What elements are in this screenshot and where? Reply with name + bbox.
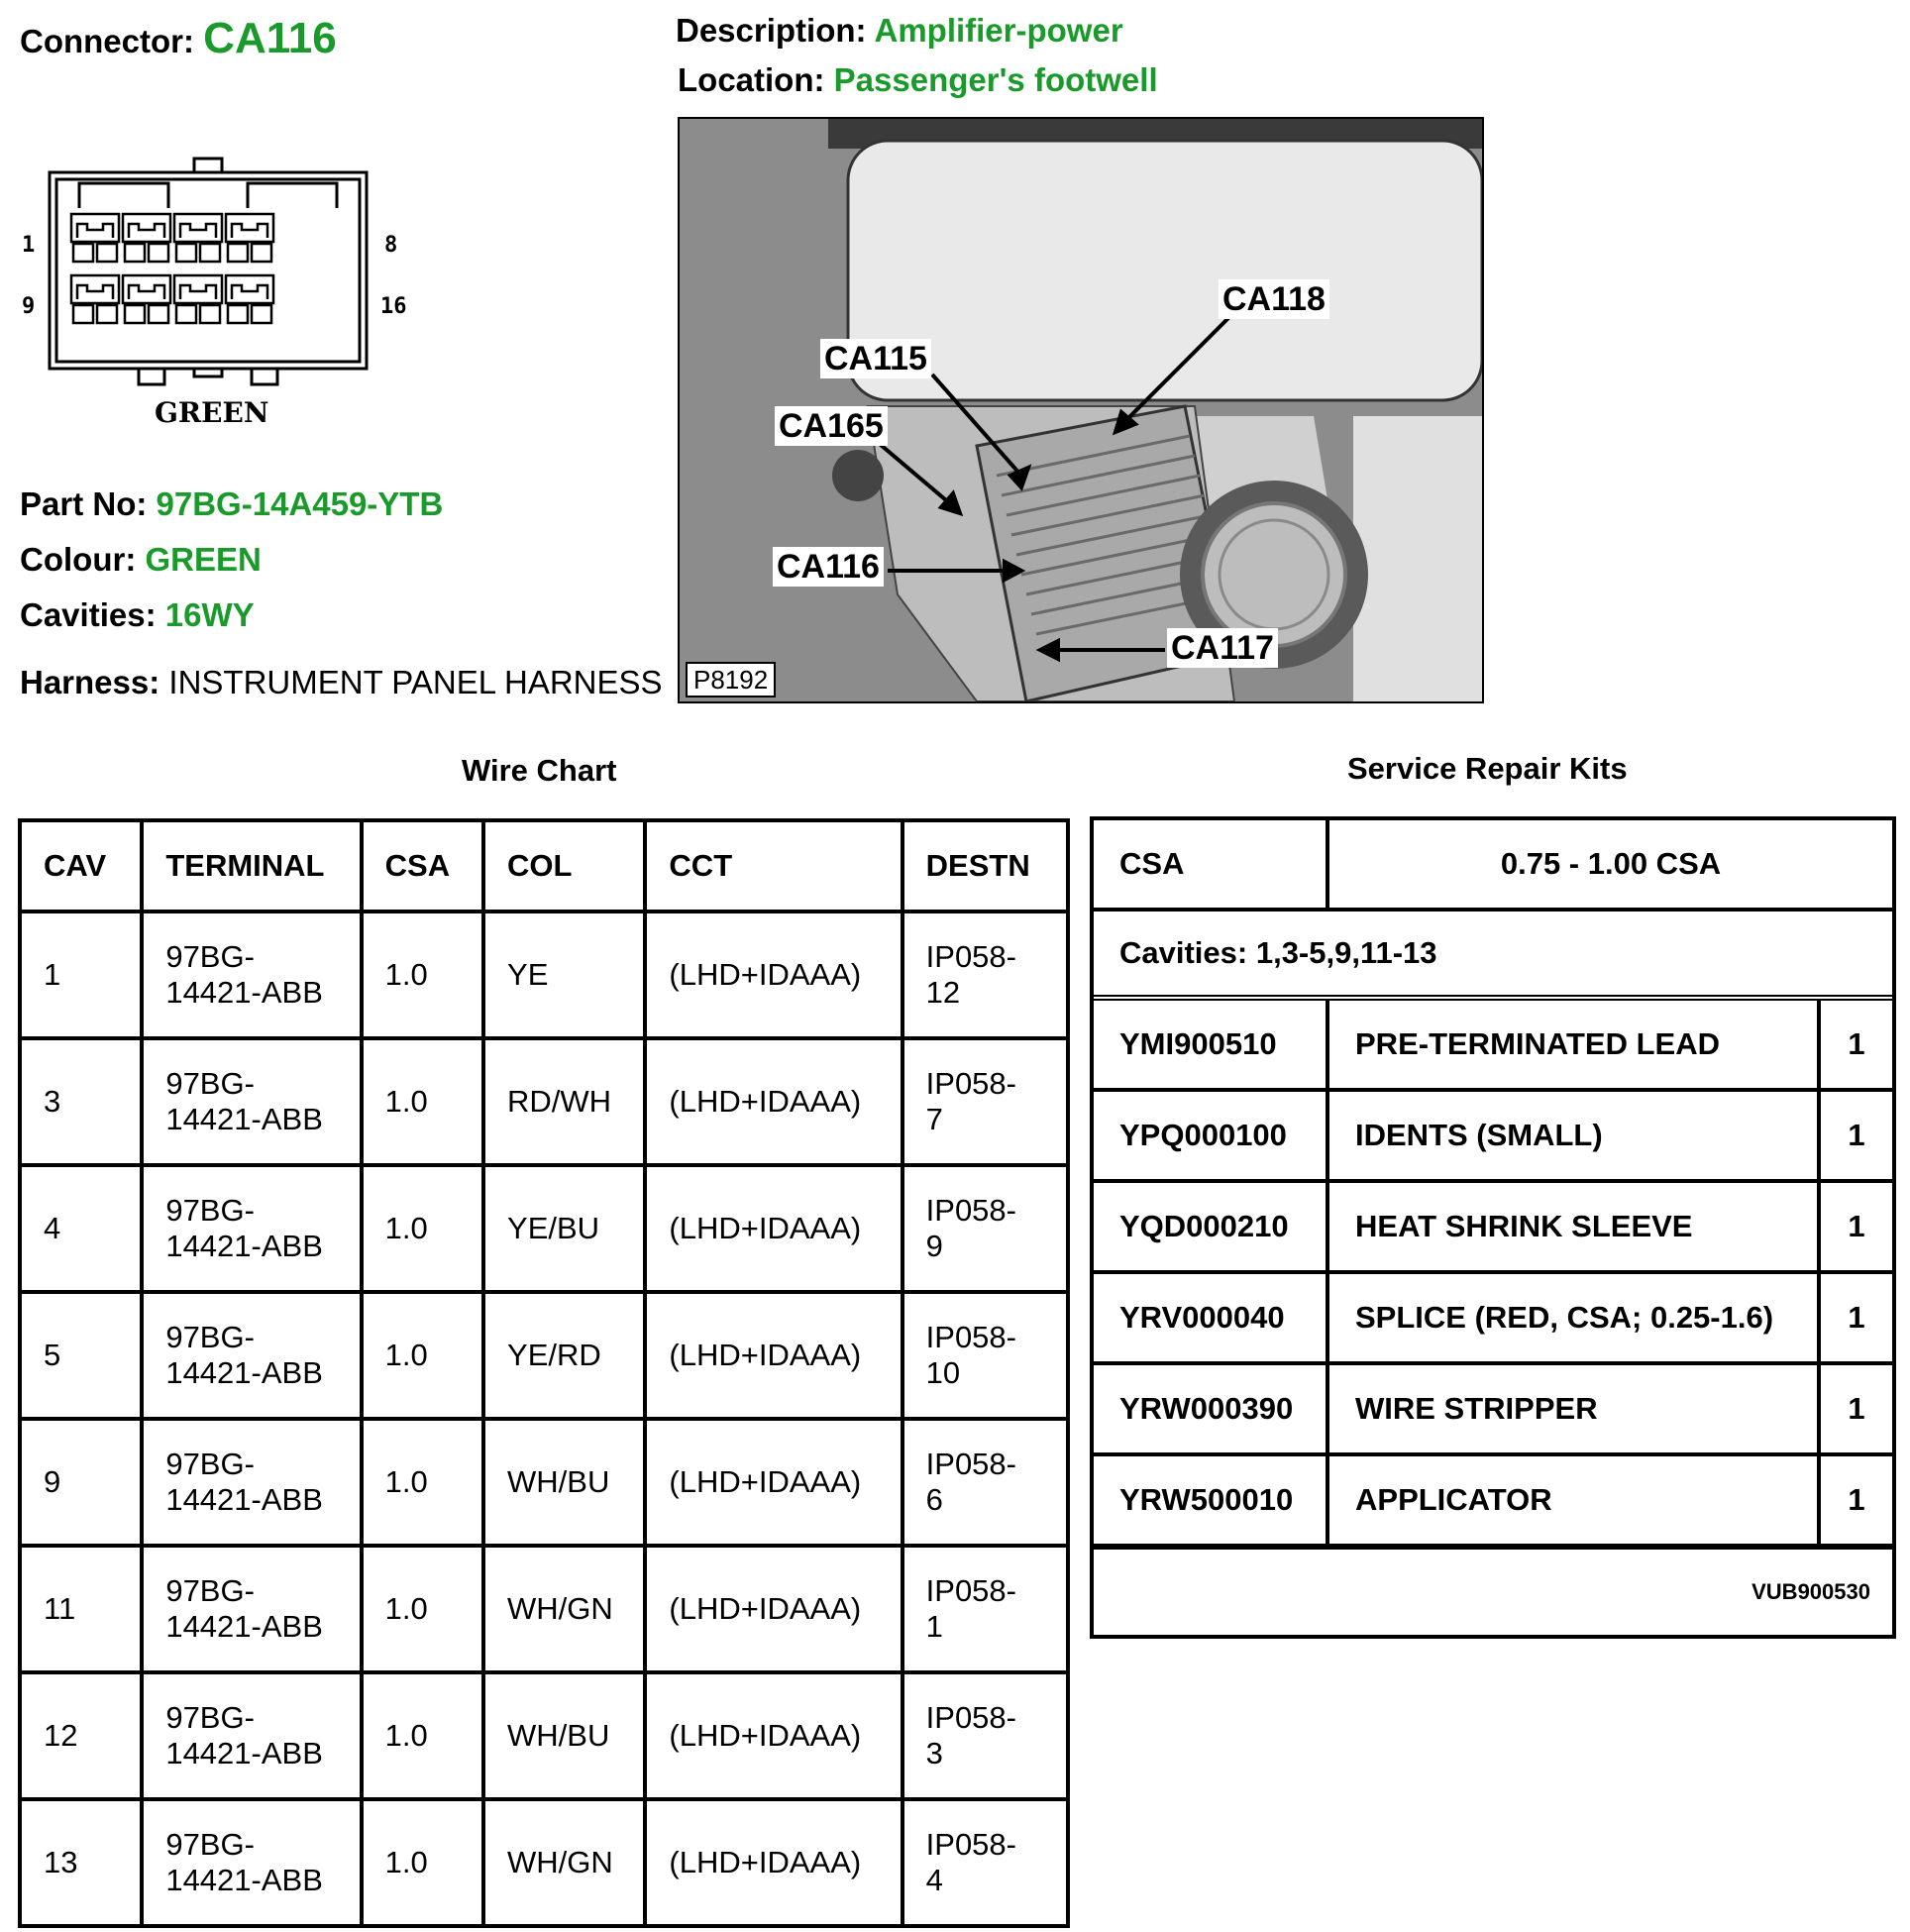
repair-kits-table: [1090, 816, 1896, 1639]
location-line: [678, 61, 1158, 99]
cavity-cell: [71, 275, 119, 323]
connector-value: CA116: [203, 14, 337, 62]
cavity-cell: [226, 275, 273, 323]
kit-cavities-row: [1094, 912, 1892, 1001]
cell-cct: (LHD+IDAAA): [645, 1546, 902, 1672]
cavities-line: [20, 596, 255, 634]
callout-ca165: CA165: [775, 406, 888, 446]
col-header-cct: CCT: [645, 820, 902, 912]
harness-value: INSTRUMENT PANEL HARNESS: [168, 664, 663, 700]
cavities-label: Cavities:: [20, 596, 157, 633]
harness-line: [20, 664, 663, 701]
connector-colour-caption: GREEN: [155, 396, 269, 429]
connector-face-diagram: [20, 149, 436, 446]
cavity-cell: [226, 214, 273, 262]
location-label: Location:: [678, 61, 825, 98]
cell-destn: IP058- 3: [902, 1672, 1068, 1799]
cell-terminal: 97BG- 14421-ABB: [142, 1799, 361, 1926]
cell-destn: IP058- 9: [902, 1165, 1068, 1292]
part-no-label: Part No:: [20, 485, 148, 522]
col-header-destn: DESTN: [902, 820, 1068, 912]
cell-cav: 1: [20, 912, 142, 1038]
kit-item-code: YRW000390: [1094, 1365, 1329, 1452]
cell-terminal: 97BG- 14421-ABB: [142, 912, 361, 1038]
description-value: Amplifier-power: [874, 12, 1123, 49]
kit-item-row: [1094, 1092, 1892, 1183]
pin-label-8: 8: [384, 233, 398, 258]
cell-destn: IP058- 7: [902, 1038, 1068, 1165]
location-photo: [678, 117, 1484, 703]
kit-code-row: [1094, 1548, 1892, 1635]
kit-item-row: [1094, 1365, 1892, 1456]
kit-item-code: YRV000040: [1094, 1274, 1329, 1361]
wire-row: [20, 1546, 1068, 1672]
wire-row: [20, 1292, 1068, 1419]
cell-cct: (LHD+IDAAA): [645, 1419, 902, 1546]
cell-col: YE/BU: [483, 1165, 645, 1292]
location-value: Passenger's footwell: [833, 61, 1158, 98]
cell-destn: IP058- 4: [902, 1799, 1068, 1926]
callout-ca118: CA118: [1219, 279, 1329, 319]
kit-item-code: YRW500010: [1094, 1456, 1329, 1544]
cell-csa: 1.0: [362, 1546, 483, 1672]
kit-item-name: SPLICE (RED, CSA; 0.25-1.6): [1329, 1274, 1821, 1361]
cell-cct: (LHD+IDAAA): [645, 1165, 902, 1292]
colour-line: [20, 541, 262, 579]
cell-terminal: 97BG- 14421-ABB: [142, 1038, 361, 1165]
cell-terminal: 97BG- 14421-ABB: [142, 1419, 361, 1546]
wire-row: [20, 912, 1068, 1038]
cell-csa: 1.0: [362, 1799, 483, 1926]
wire-row: [20, 1799, 1068, 1926]
wire-row: [20, 1038, 1068, 1165]
colour-label: Colour:: [20, 541, 137, 578]
pin-label-1: 1: [22, 233, 36, 258]
wire-chart-table: [18, 818, 1070, 1928]
col-header-csa: CSA: [362, 820, 483, 912]
kit-item-code: YPQ000100: [1094, 1092, 1329, 1179]
kit-csa-value: 0.75 - 1.00 CSA: [1500, 846, 1722, 881]
photo-id: P8192: [686, 662, 776, 698]
cell-col: WH/BU: [483, 1672, 645, 1799]
cell-cav: 12: [20, 1672, 142, 1799]
cell-cav: 9: [20, 1419, 142, 1546]
cell-cct: (LHD+IDAAA): [645, 912, 902, 1038]
kit-item-name: IDENTS (SMALL): [1329, 1092, 1821, 1179]
cell-destn: IP058- 12: [902, 912, 1068, 1038]
kit-item-code: YMI900510: [1094, 1001, 1329, 1088]
kit-item-qty: 1: [1848, 1209, 1865, 1243]
kit-item-qty: 1: [1848, 1026, 1865, 1061]
kit-code: VUB900530: [1751, 1579, 1870, 1604]
kit-item-row: [1094, 1183, 1892, 1274]
callout-ca116: CA116: [773, 547, 884, 587]
cell-cct: (LHD+IDAAA): [645, 1292, 902, 1419]
kit-item-row: [1094, 1456, 1892, 1548]
kit-item-name: PRE-TERMINATED LEAD: [1329, 1001, 1821, 1088]
cell-terminal: 97BG- 14421-ABB: [142, 1546, 361, 1672]
cell-col: WH/BU: [483, 1419, 645, 1546]
col-header-cav: CAV: [20, 820, 142, 912]
cell-csa: 1.0: [362, 912, 483, 1038]
cell-destn: IP058- 6: [902, 1419, 1068, 1546]
harness-label: Harness:: [20, 664, 160, 700]
kit-cavities-text: Cavities: 1,3-5,9,11-13: [1119, 935, 1437, 970]
cavity-cell: [123, 214, 170, 262]
cavity-cell: [71, 214, 119, 262]
part-no-line: [20, 485, 443, 523]
kit-item-name: HEAT SHRINK SLEEVE: [1329, 1183, 1821, 1270]
cell-destn: IP058- 1: [902, 1546, 1068, 1672]
kit-csa-row: [1094, 820, 1892, 912]
pin-label-9: 9: [22, 294, 36, 319]
kit-item-qty: 1: [1848, 1300, 1865, 1335]
cell-cct: (LHD+IDAAA): [645, 1799, 902, 1926]
cell-terminal: 97BG- 14421-ABB: [142, 1165, 361, 1292]
kit-item-qty: 1: [1848, 1391, 1865, 1426]
cavity-cell: [123, 275, 170, 323]
kit-item-code: YQD000210: [1094, 1183, 1329, 1270]
repair-kits-title: Service Repair Kits: [1347, 751, 1628, 786]
cell-col: WH/GN: [483, 1799, 645, 1926]
kit-item-row: [1094, 1274, 1892, 1365]
wire-row: [20, 1419, 1068, 1546]
cell-col: YE: [483, 912, 645, 1038]
cell-cav: 11: [20, 1546, 142, 1672]
cavities-value: 16WY: [164, 596, 255, 633]
wire-chart-header-row: [20, 820, 1068, 912]
cavity-cell: [174, 275, 222, 323]
cell-destn: IP058- 10: [902, 1292, 1068, 1419]
cell-col: YE/RD: [483, 1292, 645, 1419]
cell-cct: (LHD+IDAAA): [645, 1038, 902, 1165]
description-label: Description:: [676, 12, 867, 49]
colour-value: GREEN: [145, 541, 262, 578]
cell-col: WH/GN: [483, 1546, 645, 1672]
cell-csa: 1.0: [362, 1038, 483, 1165]
connector-label: Connector:: [20, 23, 194, 59]
cell-csa: 1.0: [362, 1292, 483, 1419]
cell-terminal: 97BG- 14421-ABB: [142, 1292, 361, 1419]
kit-item-qty: 1: [1848, 1482, 1865, 1517]
wire-row: [20, 1672, 1068, 1799]
callout-ca117: CA117: [1167, 628, 1278, 668]
cell-cav: 4: [20, 1165, 142, 1292]
wire-chart-title: Wire Chart: [462, 753, 617, 788]
cell-csa: 1.0: [362, 1165, 483, 1292]
pin-label-16: 16: [380, 294, 407, 319]
cavity-cell: [174, 214, 222, 262]
cell-csa: 1.0: [362, 1672, 483, 1799]
cell-col: RD/WH: [483, 1038, 645, 1165]
cell-csa: 1.0: [362, 1419, 483, 1546]
kit-item-row: [1094, 1001, 1892, 1092]
col-header-terminal: TERMINAL: [142, 820, 361, 912]
kit-item-name: WIRE STRIPPER: [1329, 1365, 1821, 1452]
part-no-value: 97BG-14A459-YTB: [156, 485, 444, 522]
cell-cav: 5: [20, 1292, 142, 1419]
cell-cct: (LHD+IDAAA): [645, 1672, 902, 1799]
callout-ca115: CA115: [820, 339, 931, 378]
cell-cav: 13: [20, 1799, 142, 1926]
description-line: [676, 12, 1123, 50]
kit-item-qty: 1: [1848, 1118, 1865, 1152]
col-header-col: COL: [483, 820, 645, 912]
connector-heading: [20, 14, 337, 63]
kit-item-name: APPLICATOR: [1329, 1456, 1821, 1544]
cell-terminal: 97BG- 14421-ABB: [142, 1672, 361, 1799]
wire-row: [20, 1165, 1068, 1292]
kit-csa-label: CSA: [1094, 820, 1329, 908]
cell-cav: 3: [20, 1038, 142, 1165]
